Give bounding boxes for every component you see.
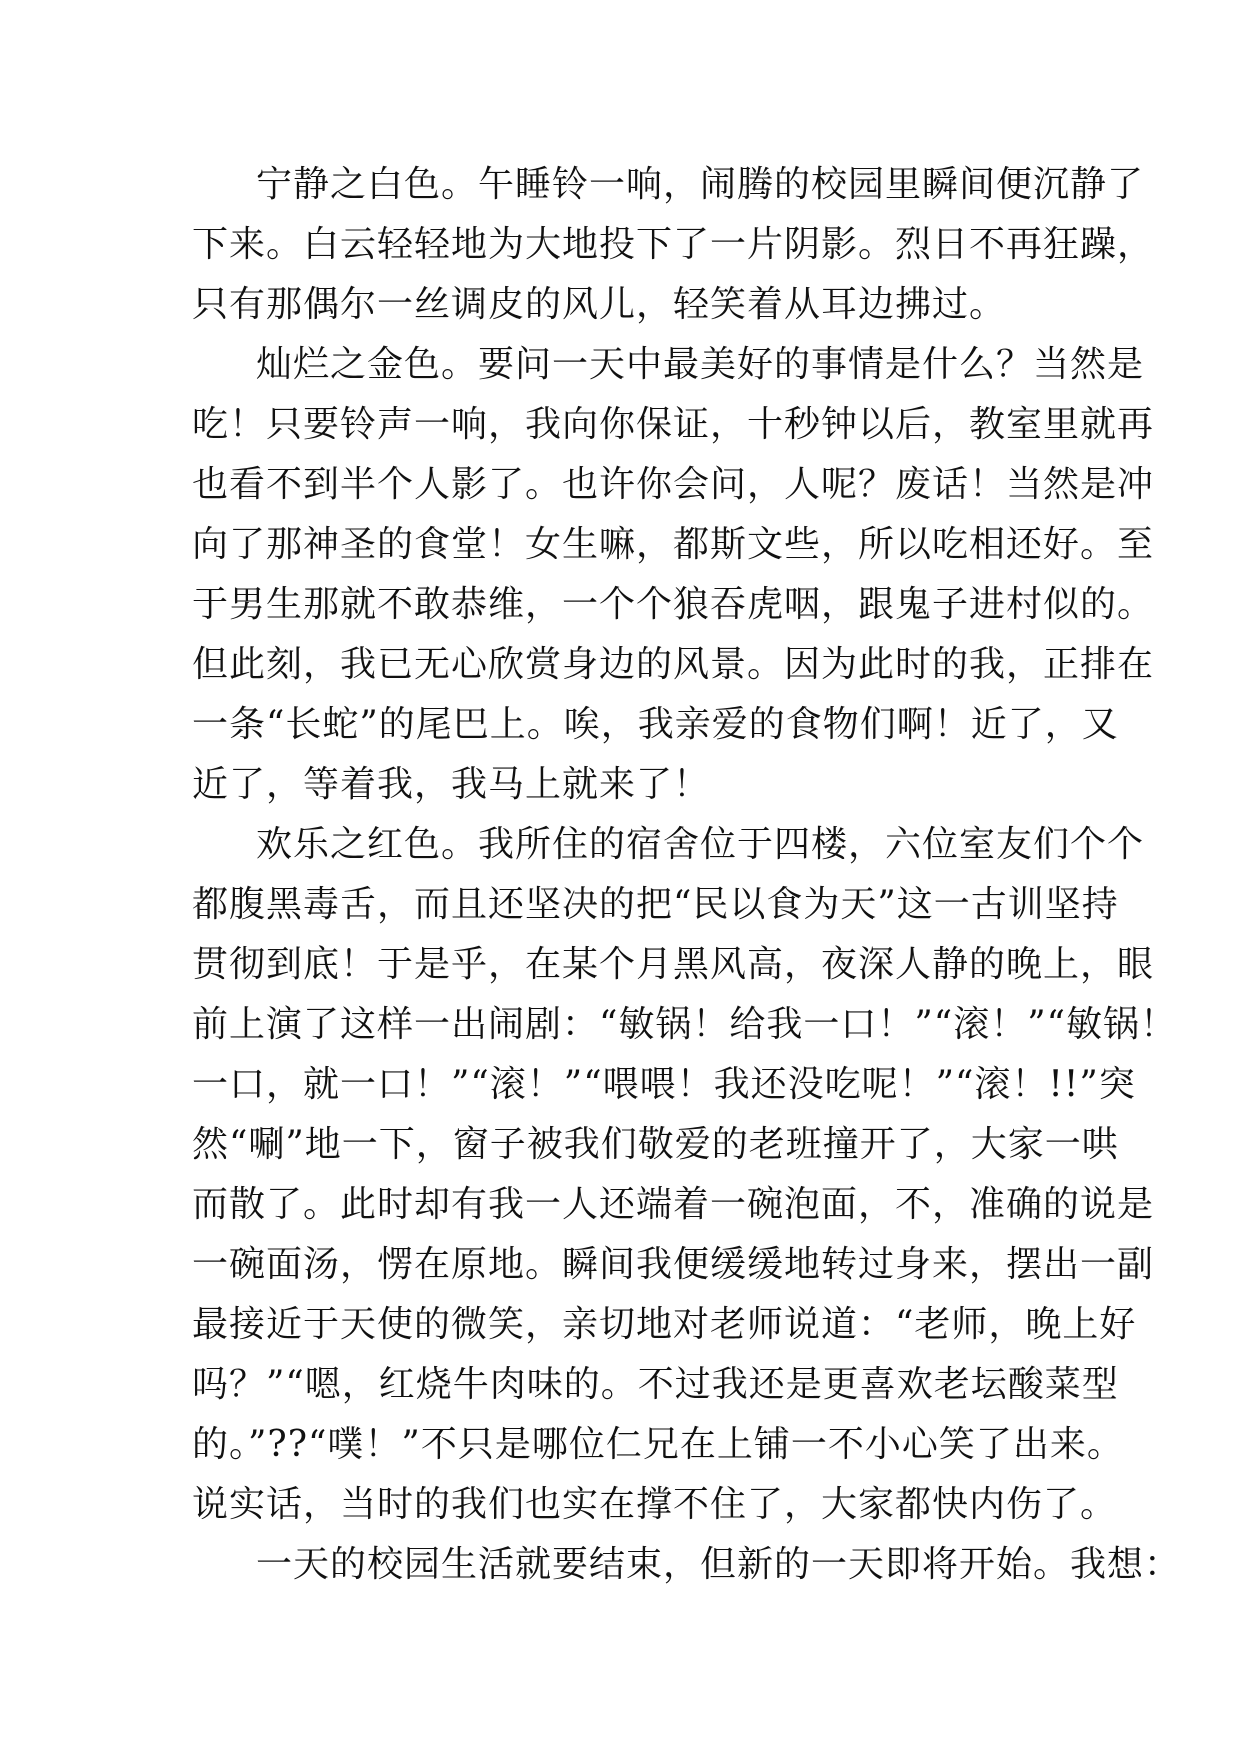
text-line: 向了那神圣的食堂！女生嘛，都斯文些，所以吃相还好。至 [192,524,1155,565]
text-line: 的。”??“噗！”不只是哪位仁兄在上铺一不小心笑了出来。 [192,1424,1124,1465]
text-line: 吗？”“嗯，红烧牛肉味的。不过我还是更喜欢老坛酸菜型 [192,1364,1119,1405]
text-line: 但此刻，我已无心欣赏身边的风景。因为此时的我，正排在 [192,644,1155,685]
text-line: 而散了。此时却有我一人还端着一碗泡面，不，准确的说是 [192,1184,1155,1225]
text-line: 说实话，当时的我们也实在撑不住了，大家都快内伤了。 [192,1484,1118,1525]
text-line: 贯彻到底！于是乎，在某个月黑风高，夜深人静的晚上，眼 [192,944,1155,985]
text-line: 都腹黑毒舌，而且还坚决的把“民以食为天”这一古训坚持 [192,884,1119,925]
text-line: 只有那偶尔一丝调皮的风儿，轻笑着从耳边拂过。 [192,284,1007,325]
text-line: 一天的校园生活就要结束，但新的一天即将开始。我想： [256,1544,1182,1585]
text-line: 灿烂之金色。要问一天中最美好的事情是什么？当然是 [256,344,1145,385]
text-line: 下来。白云轻轻地为大地投下了一片阴影。烈日不再狂躁， [192,224,1155,265]
text-line: 一碗面汤，愣在原地。瞬间我便缓缓地转过身来，摆出一副 [192,1244,1155,1285]
text-line: 欢乐之红色。我所住的宿舍位于四楼，六位室友们个个 [256,824,1145,865]
essay-body [192,155,1182,1595]
text-line: 前上演了这样一出闹剧：“敏锅！给我一口！”“滚！”“敏锅！ [192,1004,1178,1045]
text-line: 于男生那就不敢恭维，一个个狼吞虎咽，跟鬼子进村似的。 [192,584,1155,625]
text-line: 一口，就一口！”“滚！”“喂喂！我还没吃呢！”“滚！!!”突 [192,1064,1136,1105]
text-line: 也看不到半个人影了。也许你会问，人呢？废话！当然是冲 [192,464,1155,505]
paragraph-closing [192,1535,1182,1595]
text-line: 近了，等着我，我马上就来了！ [192,764,711,805]
paragraph-gold [192,335,1155,815]
text-line: 宁静之白色。午睡铃一响，闹腾的校园里瞬间便沉静了 [256,164,1145,205]
text-line: 吃！只要铃声一响，我向你保证，十秒钟以后，教室里就再 [192,404,1155,445]
text-line: 然“唰”地一下，窗子被我们敬爱的老班撞开了，大家一哄 [192,1124,1119,1165]
text-line: 一条“长蛇”的尾巴上。唉，我亲爱的食物们啊！近了，又 [192,704,1119,745]
paragraph-white [192,155,1155,335]
paragraph-red [192,815,1178,1535]
text-line: 最接近于天使的微笑，亲切地对老师说道：“老师，晚上好 [192,1304,1137,1345]
